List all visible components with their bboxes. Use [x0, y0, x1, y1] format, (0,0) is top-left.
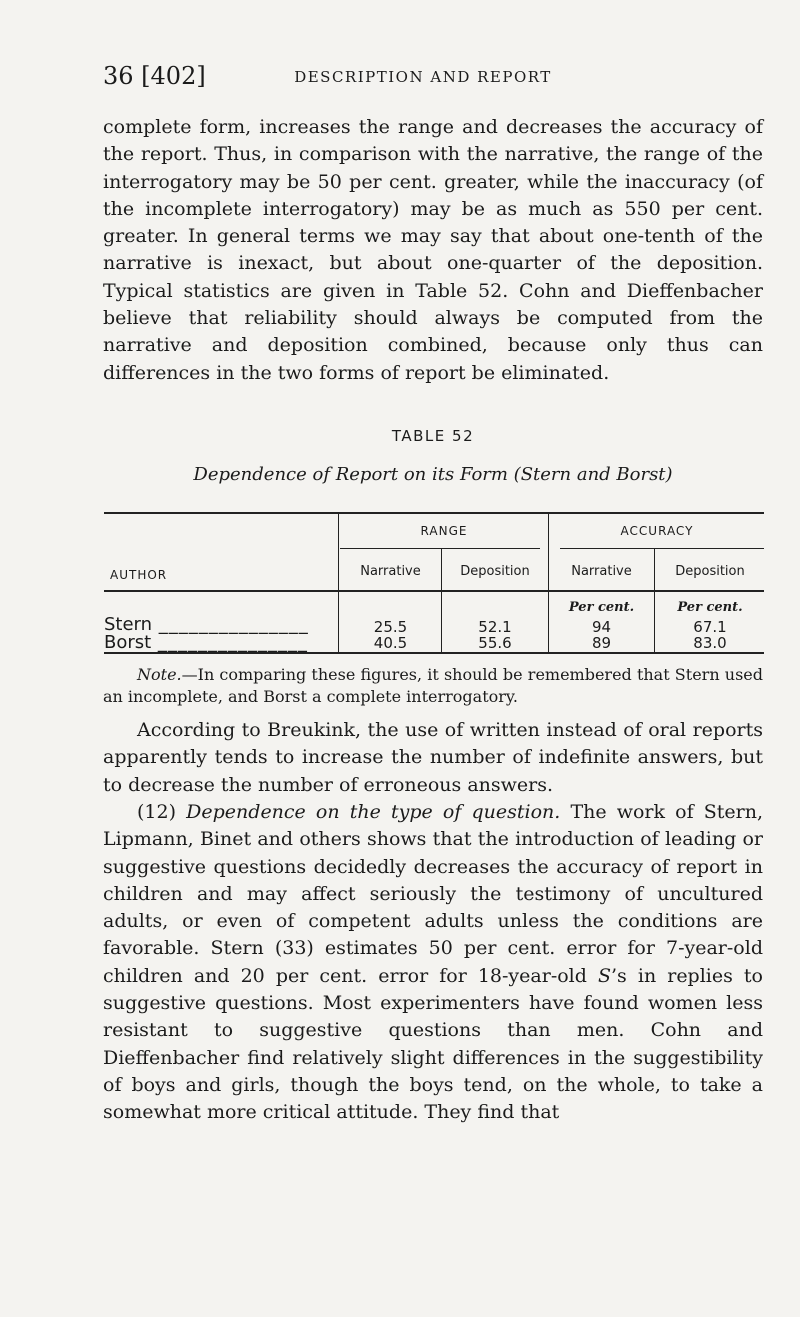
header-accuracy: ACCURACY: [620, 524, 694, 538]
header-range: RANGE: [420, 524, 468, 538]
table-caption: Dependence of Report on its Form (Stern and Borst): [193, 464, 673, 485]
paragraph-3-text: The work of Stern, Lipmann, Binet and others shows that the introduction of leading or suggestive questions decidedly decreases the accuracy of report in children and may affect seriously the testimony of uncultured adults, or even of competent adults unless the conditions are favorable. Stern (33) estimates 50 per cent. error for 7-year-old children and 20 per cent. error for 18-year-old: [103, 801, 764, 987]
subject-symbol: S: [597, 964, 612, 987]
table-cell: 25.5: [373, 618, 408, 636]
header-accuracy-deposition: Deposition: [675, 564, 745, 579]
page-number: 36 [402]: [103, 62, 206, 90]
paragraph-2: According to Breukink, the use of written instead of oral reports apparently tends to increase the number of indefinite answers, but to decrease the number of erroneous answers.: [103, 719, 763, 796]
table-top-rule: [104, 512, 764, 514]
table-cell: 94: [591, 618, 612, 636]
author-label: Stern: [104, 616, 153, 634]
header-range-narrative: Narrative: [360, 564, 421, 579]
header-range-deposition: Deposition: [460, 564, 530, 579]
table-header-rule: [104, 590, 764, 592]
table-number: TABLE 52: [391, 427, 475, 445]
paragraph-3-text-cont: ’s in replies to suggestive questions. Most experimenters have found women less resistant to suggestive questions than men. Cohn and Dieffenbacher find relatively slight differences in the suggestibility of boys and girls, though the boys tend, on the whole, to take a somewhat more critical attitude. They find that: [103, 964, 764, 1124]
header-author: AUTHOR: [110, 568, 168, 582]
table-subheader-rule-accuracy: [560, 548, 764, 549]
paragraph-1: complete form, increases the range and decreases the accuracy of the report. Thus, in comparison with the narrative, the range of the interrogatory may be 50 per cent. greater, while the inaccuracy (of the incomplete interrogatory) may be as much as 550 per cent. greater. In general terms we may say that about one-tenth of the narrative is inexact, but about one-quarter of the deposition. Typical statistics are given in Table 52. Cohn and Dieffenbacher believe that reliability should always be computed from the narrative and deposition combined, because only thus can differences in the two forms of report be eliminated.: [103, 116, 763, 384]
table-cell: 83.0: [693, 634, 727, 652]
table-note: [103, 664, 763, 708]
running-head: DESCRIPTION AND REPORT: [294, 68, 552, 86]
note-label: Note.: [137, 665, 182, 684]
dot-leader: _______________: [152, 616, 309, 634]
dot-leader: _______________: [151, 634, 308, 652]
header-accuracy-narrative: Narrative: [571, 564, 632, 579]
table-cell: 52.1: [478, 618, 512, 636]
table-row-author: [104, 634, 334, 652]
table-cell: 89: [591, 634, 612, 652]
section-title: Dependence on the type of question.: [186, 801, 561, 823]
table-cell: 67.1: [693, 618, 727, 636]
table-cell: 55.6: [478, 634, 512, 652]
table-vrule-1: [338, 512, 339, 654]
paragraph-3: [103, 799, 763, 1127]
table-subheader-rule-range: [340, 548, 540, 549]
page-header: [103, 62, 743, 94]
section-number: (12): [137, 801, 177, 823]
author-label: Borst: [104, 634, 152, 652]
unit-accuracy-deposition: Per cent.: [677, 600, 743, 615]
note-text: —In comparing these figures, it should be remembered that Stern used an incomplete, and Borst a complete interrogatory.: [103, 665, 763, 706]
unit-accuracy-narrative: Per cent.: [568, 600, 635, 615]
table-row-author: [104, 616, 334, 634]
table-bottom-rule: [104, 652, 764, 654]
table-cell: 40.5: [373, 634, 408, 652]
